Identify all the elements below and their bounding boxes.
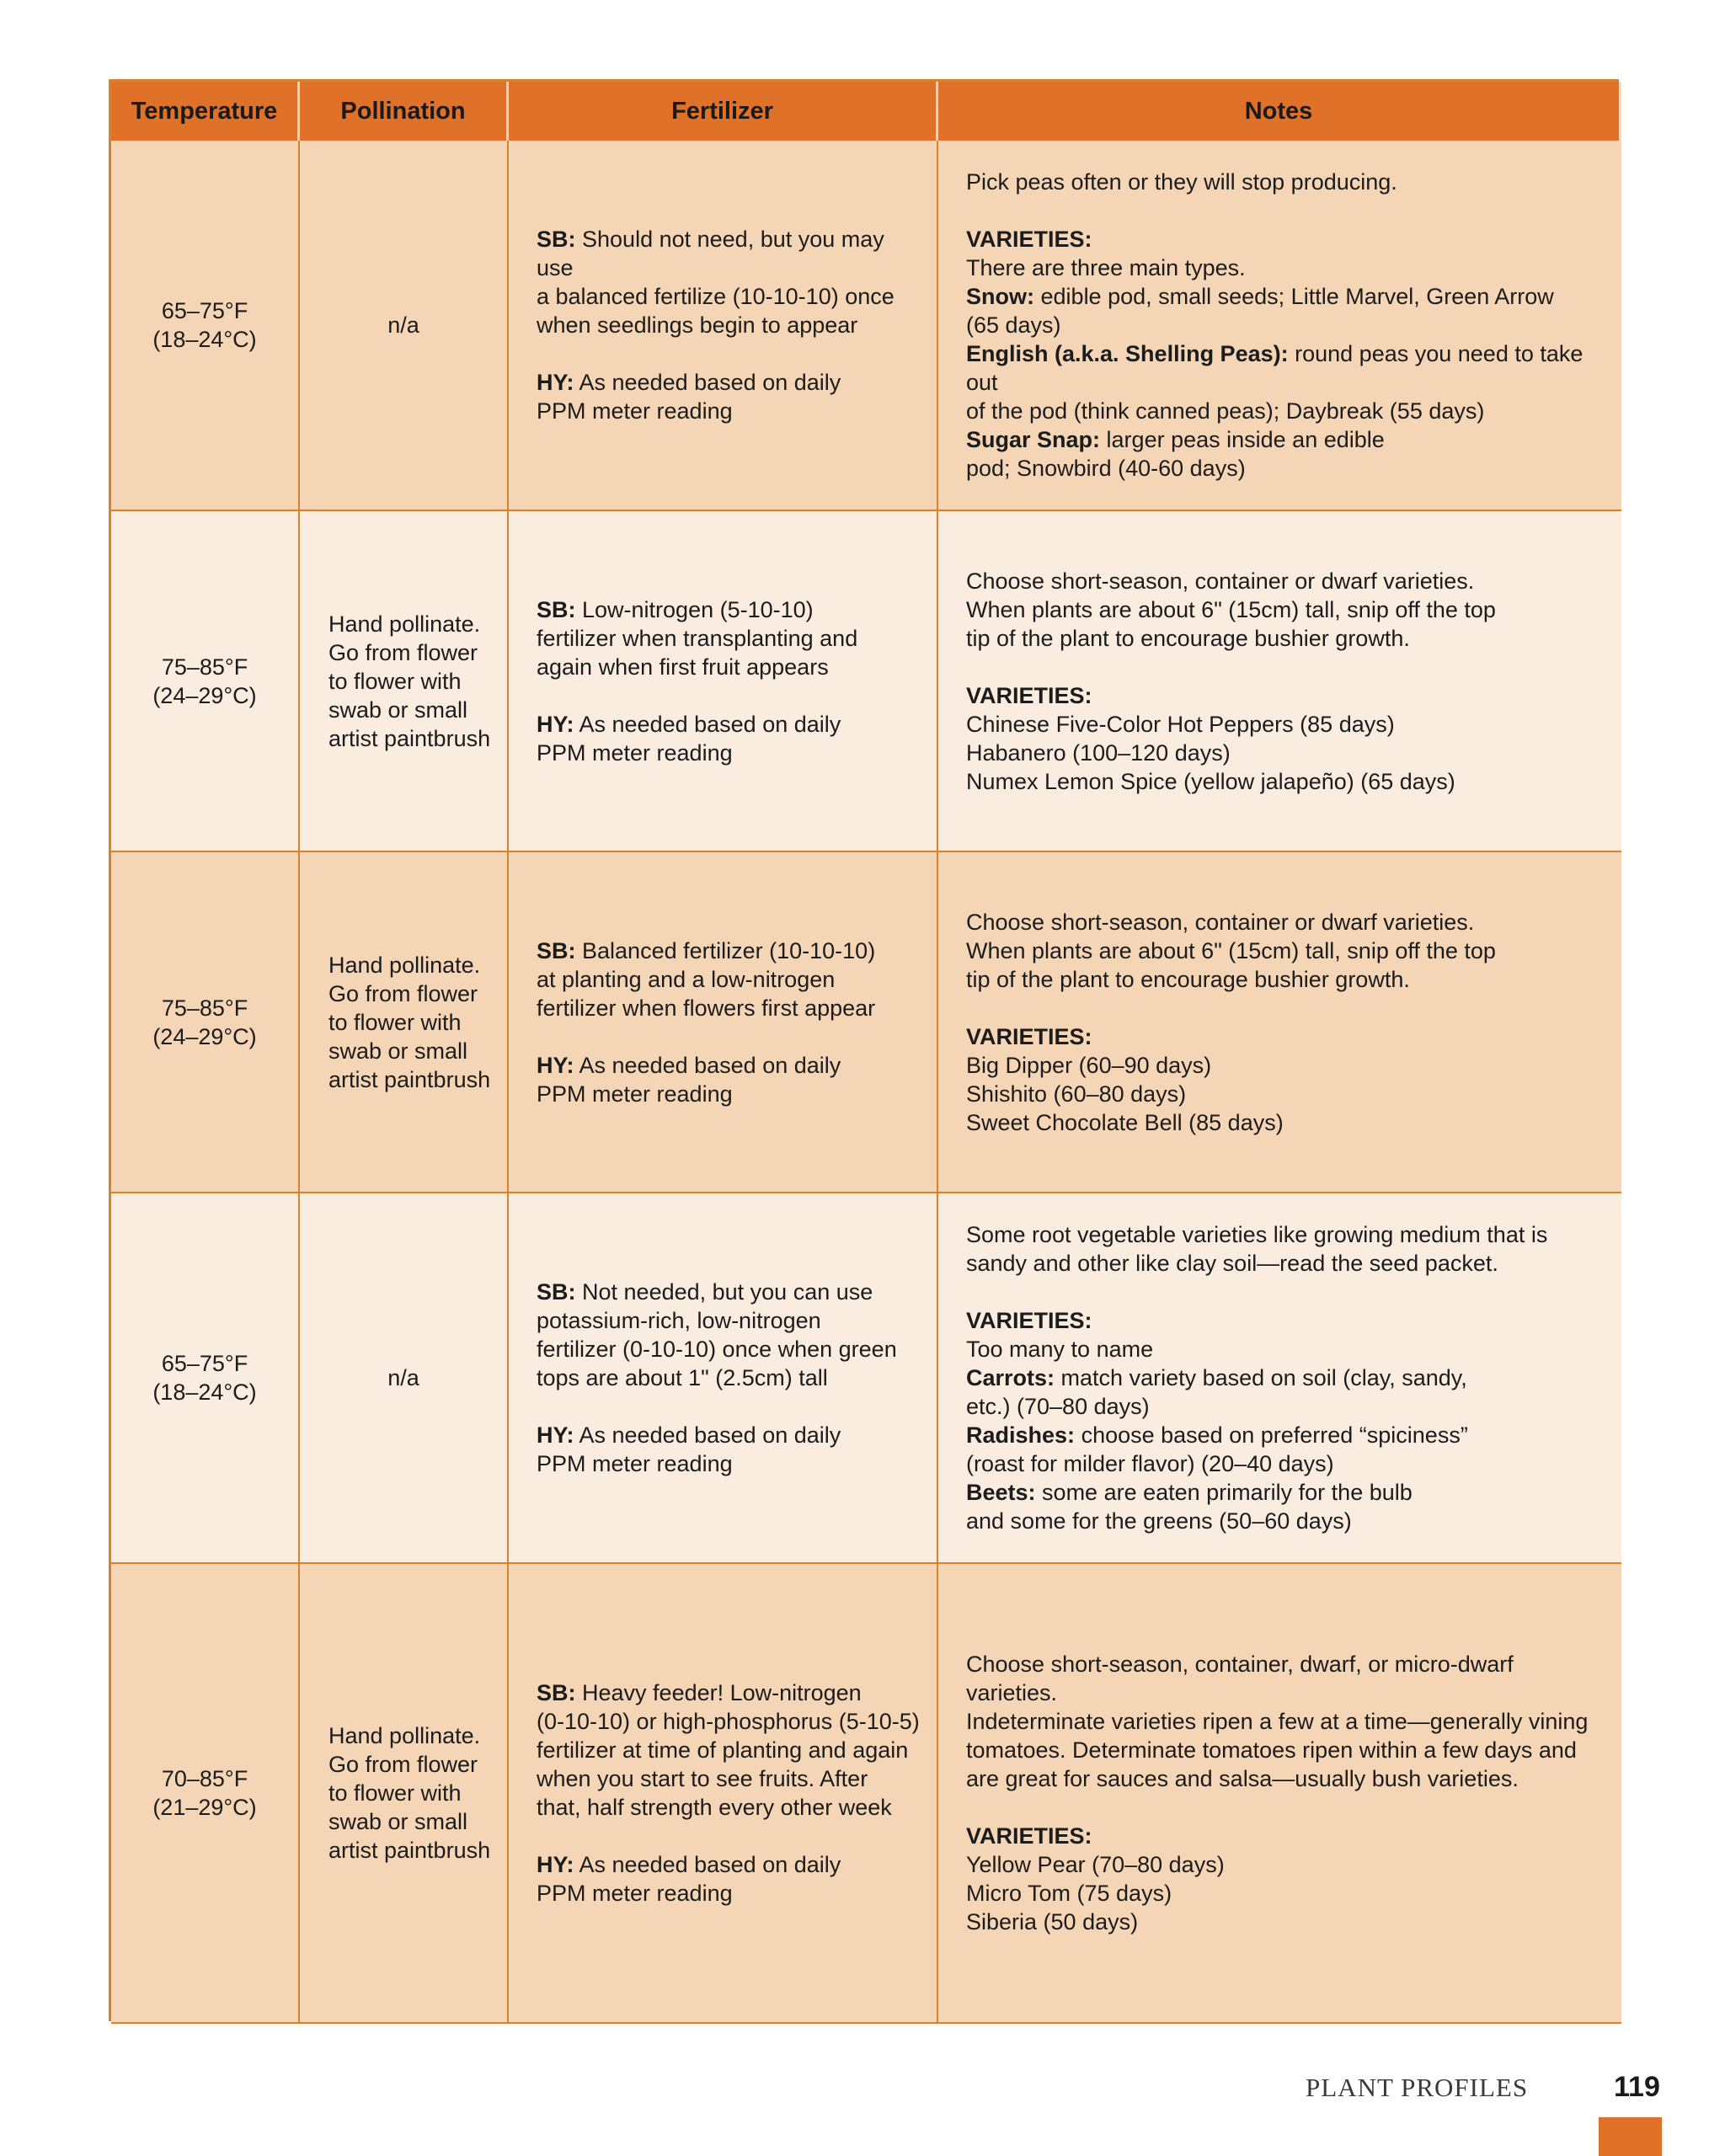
temp-fahrenheit: 75–85°F [161, 995, 248, 1021]
temp-celsius: (21–29°C) [152, 1795, 257, 1820]
cell-pollination [300, 1193, 509, 1564]
cell-notes [938, 852, 1621, 1193]
variety-item: Micro Tom (75 days) [966, 1881, 1172, 1906]
sb-line: fertilizer when flowers first appear [537, 995, 876, 1021]
cell-pollination [300, 1564, 509, 2024]
variety-intro: Too many to name [966, 1337, 1154, 1362]
cell-fertilizer [509, 1564, 938, 2024]
text: As needed based on daily [579, 1422, 841, 1448]
pollination-text: n/a [387, 1365, 419, 1390]
variety-line: and some for the greens (50–60 days) [966, 1508, 1352, 1534]
text: As needed based on daily [579, 1852, 841, 1877]
spacer [966, 994, 1605, 1022]
cell-temperature [111, 141, 300, 511]
notes-line: tomatoes. Determinate tomatoes ripen within a few days and [966, 1737, 1577, 1763]
bold-label: HY: [537, 370, 574, 395]
pollination-line: Hand pollinate. [328, 952, 481, 978]
spacer [966, 653, 1605, 681]
variety-line: (65 days) [966, 312, 1061, 338]
hy-line: PPM meter reading [537, 1451, 733, 1476]
variety-item: Siberia (50 days) [966, 1909, 1139, 1935]
bold-label: Snow: [966, 284, 1034, 309]
bold-label: SB: [537, 1279, 576, 1305]
temp-celsius: (18–24°C) [152, 327, 257, 352]
temp-celsius: (18–24°C) [152, 1380, 257, 1405]
cell-pollination [300, 141, 509, 511]
variety-item: Yellow Pear (70–80 days) [966, 1852, 1225, 1877]
spacer [537, 1822, 920, 1850]
pollination-line: swab or small [328, 1809, 468, 1834]
text: some are eaten primarily for the bulb [1042, 1480, 1413, 1505]
sb-line: when you start to see fruits. After [537, 1766, 868, 1791]
text: match variety based on soil (clay, sandy, [1060, 1365, 1467, 1390]
bold-label: SB: [537, 937, 576, 963]
cell-fertilizer [509, 852, 938, 1193]
cell-temperature [111, 852, 300, 1193]
temp-celsius: (24–29°C) [152, 1023, 257, 1049]
hy-line [537, 1051, 920, 1080]
bold-label: HY: [537, 1422, 574, 1448]
header-pollination: Pollination [300, 82, 509, 141]
variety-item: Chinese Five-Color Hot Peppers (85 days) [966, 711, 1395, 737]
sb-line [537, 937, 920, 965]
sb-line [537, 595, 920, 624]
variety-line: (roast for milder flavor) (20–40 days) [966, 1451, 1334, 1476]
variety-item: Numex Lemon Spice (yellow jalapeño) (65 days) [966, 768, 1455, 794]
pollination-line: Go from flower [328, 980, 478, 1006]
notes-line: When plants are about 6" (15cm) tall, snip off the top [966, 937, 1496, 963]
variety-item: Shishito (60–80 days) [966, 1081, 1187, 1107]
pollination-line: swab or small [328, 1038, 468, 1064]
text: Should not need, but you may use [537, 227, 884, 280]
hy-line [537, 368, 920, 397]
notes-line: Choose short-season, container, dwarf, or micro-dwarf varieties. [966, 1652, 1514, 1705]
bold-label: Sugar Snap: [966, 427, 1101, 452]
notes-line: Choose short-season, container or dwarf varieties. [966, 909, 1475, 935]
hy-line [537, 1850, 920, 1879]
hy-line [537, 1421, 920, 1449]
variety-line [966, 339, 1605, 397]
cell-temperature [111, 511, 300, 852]
text: edible pod, small seeds; Little Marvel, Green Arrow [1040, 284, 1554, 309]
pollination-line: Hand pollinate. [328, 1723, 481, 1748]
bold-label: Radishes: [966, 1422, 1076, 1448]
cell-fertilizer [509, 1193, 938, 1564]
text: As needed based on daily [579, 711, 841, 737]
notes-line: tip of the plant to encourage bushier growth. [966, 966, 1410, 992]
sb-line: when seedlings begin to appear [537, 312, 858, 338]
page-tab-marker [1599, 2117, 1662, 2156]
text: round peas you need to take out [966, 341, 1583, 395]
cell-notes [938, 1193, 1621, 1564]
page-number: 119 [1614, 2071, 1660, 2103]
bold-label: SB: [537, 1680, 576, 1705]
temp-fahrenheit: 65–75°F [161, 1351, 248, 1376]
varieties-label [966, 1022, 1605, 1051]
variety-item: Sweet Chocolate Bell (85 days) [966, 1109, 1284, 1135]
pollination-line: artist paintbrush [328, 1838, 491, 1863]
pollination-line: swab or small [328, 696, 468, 723]
variety-line [966, 425, 1605, 454]
varieties-label [966, 1306, 1605, 1335]
sb-line: fertilizer at time of planting and again [537, 1737, 909, 1763]
cell-temperature [111, 1564, 300, 2024]
pollination-line: to flower with [328, 1780, 462, 1806]
bold-label: VARIETIES: [966, 682, 1092, 708]
sb-line: that, half strength every other week [537, 1795, 892, 1820]
sb-line: fertilizer (0-10-10) once when green [537, 1337, 897, 1362]
pollination-line: Go from flower [328, 639, 478, 665]
pollination-line: Go from flower [328, 1752, 478, 1777]
sb-line: tops are about 1" (2.5cm) tall [537, 1365, 828, 1390]
pollination-line: artist paintbrush [328, 725, 491, 751]
text: Low-nitrogen (5-10-10) [582, 596, 814, 622]
sb-line: fertilizer when transplanting and [537, 625, 858, 651]
text: choose based on preferred “spiciness” [1081, 1422, 1468, 1448]
temp-fahrenheit: 75–85°F [161, 654, 248, 680]
notes-line: Pick peas often or they will stop producing. [966, 169, 1397, 195]
bold-label: English (a.k.a. Shelling Peas): [966, 341, 1289, 366]
sb-line: potassium-rich, low-nitrogen [537, 1308, 821, 1333]
varieties-label [966, 225, 1605, 253]
notes-line: sandy and other like clay soil—read the seed packet. [966, 1251, 1498, 1276]
notes-line: Some root vegetable varieties like growing medium that is [966, 1222, 1548, 1247]
cell-notes [938, 141, 1621, 511]
sb-line: at planting and a low-nitrogen [537, 966, 836, 992]
bold-label: Carrots: [966, 1365, 1055, 1390]
cell-pollination [300, 852, 509, 1193]
variety-line [966, 1478, 1605, 1507]
varieties-label [966, 1822, 1605, 1850]
text: Not needed, but you can use [582, 1279, 873, 1305]
plant-profile-table [109, 79, 1619, 2021]
variety-line: etc.) (70–80 days) [966, 1394, 1150, 1419]
bold-label: VARIETIES: [966, 227, 1092, 252]
notes-line: Indeterminate varieties ripen a few at a time—generally vining [966, 1709, 1589, 1734]
spacer [966, 1793, 1605, 1822]
text: As needed based on daily [579, 370, 841, 395]
spacer [537, 1392, 920, 1421]
pollination-line: to flower with [328, 668, 462, 694]
sb-line [537, 225, 920, 282]
bold-label: VARIETIES: [966, 1023, 1092, 1049]
cell-fertilizer [509, 141, 938, 511]
hy-line: PPM meter reading [537, 1081, 733, 1107]
header-fertilizer: Fertilizer [509, 82, 938, 141]
cell-notes [938, 511, 1621, 852]
variety-line [966, 282, 1605, 311]
hy-line: PPM meter reading [537, 1881, 733, 1906]
hy-line: PPM meter reading [537, 739, 733, 766]
variety-line: of the pod (think canned peas); Daybreak (55 days) [966, 398, 1485, 424]
text: larger peas inside an edible [1106, 427, 1385, 452]
notes-line: When plants are about 6" (15cm) tall, snip off the top [966, 596, 1496, 622]
sb-line: again when first fruit appears [537, 654, 829, 680]
bold-label: VARIETIES: [966, 1308, 1092, 1333]
text: As needed based on daily [579, 1052, 841, 1078]
bold-label: SB: [537, 227, 576, 252]
text: Balanced fertilizer (10-10-10) [582, 937, 876, 963]
spacer [537, 339, 920, 368]
section-title: PLANT PROFILES [1306, 2073, 1529, 2102]
temp-fahrenheit: 65–75°F [161, 298, 248, 323]
cell-pollination [300, 511, 509, 852]
variety-line: pod; Snowbird (40-60 days) [966, 456, 1246, 481]
header-notes: Notes [938, 82, 1621, 141]
cell-fertilizer [509, 511, 938, 852]
pollination-line: Hand pollinate. [328, 611, 481, 637]
spacer [537, 681, 920, 710]
cell-notes [938, 1564, 1621, 2024]
hy-line: PPM meter reading [537, 398, 733, 424]
bold-label: Beets: [966, 1480, 1036, 1505]
sb-line [537, 1278, 920, 1306]
variety-item: Habanero (100–120 days) [966, 739, 1231, 766]
notes-line: tip of the plant to encourage bushier growth. [966, 625, 1410, 651]
pollination-text: n/a [387, 312, 419, 338]
sb-line: (0-10-10) or high-phosphorus (5-10-5) [537, 1709, 920, 1734]
bold-label: HY: [537, 711, 574, 737]
bold-label: HY: [537, 1052, 574, 1078]
bold-label: VARIETIES: [966, 1823, 1092, 1849]
variety-intro: There are three main types. [966, 255, 1246, 280]
text: Heavy feeder! Low-nitrogen [582, 1680, 862, 1705]
pollination-line: artist paintbrush [328, 1066, 491, 1092]
sb-line: a balanced fertilize (10-10-10) once [537, 284, 895, 309]
notes-line: Choose short-season, container or dwarf varieties. [966, 568, 1475, 594]
notes-line: are great for sauces and salsa—usually bush varieties. [966, 1766, 1519, 1791]
bold-label: SB: [537, 596, 576, 622]
temp-fahrenheit: 70–85°F [161, 1766, 248, 1791]
variety-line [966, 1421, 1605, 1449]
spacer [966, 196, 1605, 225]
temp-celsius: (24–29°C) [152, 682, 257, 708]
spacer [537, 1022, 920, 1051]
bold-label: HY: [537, 1852, 574, 1877]
variety-line [966, 1364, 1605, 1392]
sb-line [537, 1678, 920, 1707]
spacer [966, 1278, 1605, 1306]
variety-item: Big Dipper (60–90 days) [966, 1052, 1212, 1078]
varieties-label [966, 681, 1605, 710]
hy-line [537, 710, 920, 739]
header-temperature: Temperature [111, 82, 300, 141]
cell-temperature [111, 1193, 300, 1564]
pollination-line: to flower with [328, 1009, 462, 1035]
